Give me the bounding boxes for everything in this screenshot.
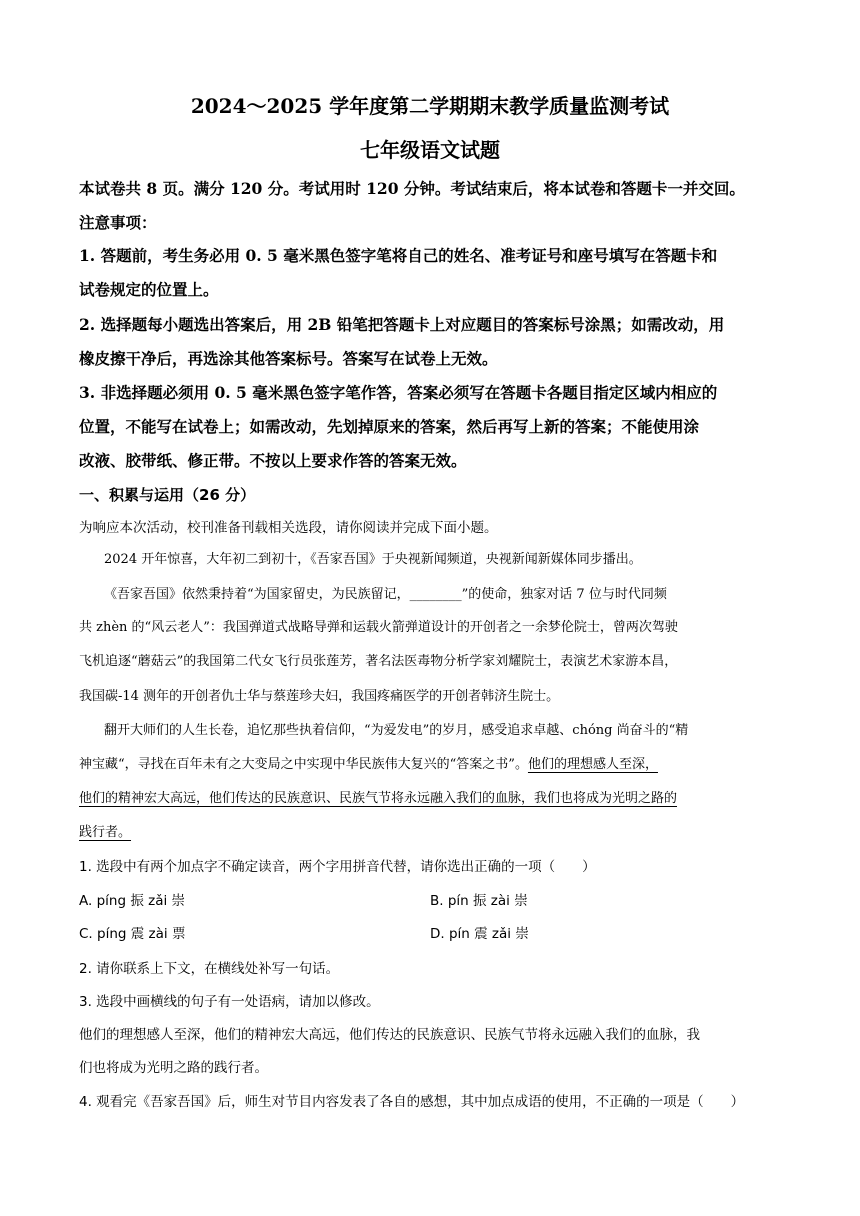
exam-subtitle: 七年级语文试题 <box>360 138 500 162</box>
underlined-sentence: 他们的精神宏大高远，他们传达的民族意识、民族气节将永远融入我们的血脉，我们也将成为光明之路的 <box>79 791 678 806</box>
option-a: A. píng 振 zǎi 崇 <box>79 893 186 909</box>
q3-sentence: 们也将成为光明之路的践行者。 <box>79 1060 268 1076</box>
notes-heading: 注意事项： <box>79 213 157 232</box>
note-line: 试卷规定的位置上。 <box>79 280 219 299</box>
option-d: D. pín 震 zǎi 崇 <box>430 926 529 942</box>
note-line: 1. 答题前，考生务必用 0. 5 毫米黑色签字笔将自己的姓名、准考证号和座号填写在答题卡和 <box>79 246 718 265</box>
question-1: 1. 选段中有两个加点字不确定读音，两个字用拼音代替，请你选出正确的一项（ ） <box>79 859 596 875</box>
passage-line: 《吾家吾国》依然秉持着“为国家留史，为民族留记，________”的使命，独家对话 7 位与时代同频 <box>104 587 667 602</box>
passage-line <box>79 753 784 772</box>
underlined-sentence: 他们的理想感人至深， <box>527 757 658 772</box>
passage-line: 飞机追逐“蘑菇云”的我国第二代女飞行员张莲芳，著名法医毒物分析学家刘耀院士，表演艺术家游本昌， <box>79 654 678 669</box>
section-heading: 一、积累与运用（26 分） <box>79 486 256 504</box>
passage-text: 神宝藏“，寻找在百年未有之大变局之中实现中华民族伟大复兴的“答案之书”。 <box>79 757 528 772</box>
question-3: 3. 选段中画横线的句子有一处语病，请加以修改。 <box>79 994 380 1010</box>
exam-intro: 本试卷共 8 页。满分 120 分。考试用时 120 分钟。考试结束后，将本试卷和答题卡一并交回。 <box>79 179 745 198</box>
passage-paragraph: 2024 开年惊喜，大年初二到初十，《吾家吾国》于央视新闻频道，央视新闻新媒体同步播出。 <box>104 552 642 567</box>
note-line: 2. 选择题每小题选出答案后，用 2B 铅笔把答题卡上对应题目的答案标号涂黑；如需改动，用 <box>79 315 725 334</box>
note-line: 3. 非选择题必须用 0. 5 毫米黑色签字笔作答，答案必须写在答题卡各题目指定区域内相应的 <box>79 383 718 402</box>
option-c: C. píng 震 zài 票 <box>79 926 186 942</box>
note-line: 位置，不能写在试卷上；如需改动，先划掉原来的答案，然后再写上新的答案；不能使用涂 <box>79 417 700 436</box>
passage-line: 我国碳-14 测年的开创者仇士华与蔡莲珍夫妇，我国疼痛医学的开创者韩济生院士。 <box>79 689 560 704</box>
question-4: 4. 观看完《吾家吾国》后，师生对节目内容发表了各自的感想，其中加点成语的使用，不正确的一项是（ ） <box>79 1094 745 1110</box>
exam-title: 2024～2025 学年度第二学期期末教学质量监测考试 <box>190 94 670 118</box>
note-line: 橡皮擦干净后，再选涂其他答案标号。答案写在试卷上无效。 <box>79 349 498 368</box>
passage-line: 翻开大师们的人生长卷，追忆那些执着信仰，“为爱发电”的岁月，感受追求卓越、chóng 尚奋斗的“精 <box>104 723 689 738</box>
note-line: 改液、胶带纸、修正带。不按以上要求作答的答案无效。 <box>79 451 467 470</box>
q3-sentence: 他们的理想感人至深，他们的精神宏大高远，他们传达的民族意识、民族气节将永远融入我们的血脉，我 <box>79 1027 700 1043</box>
question-2: 2. 请你联系上下文，在横线处补写一句话。 <box>79 961 340 977</box>
section-instruction: 为响应本次活动，校刊准备刊载相关选段，请你阅读并完成下面小题。 <box>79 520 498 536</box>
underlined-sentence: 践行者。 <box>79 825 132 840</box>
passage-line: 共 zhèn 的“风云老人”：我国弹道式战略导弹和运载火箭弹道设计的开创者之一余梦伦院士，曾两次驾驶 <box>79 620 678 635</box>
option-b: B. pín 振 zài 崇 <box>430 893 528 909</box>
